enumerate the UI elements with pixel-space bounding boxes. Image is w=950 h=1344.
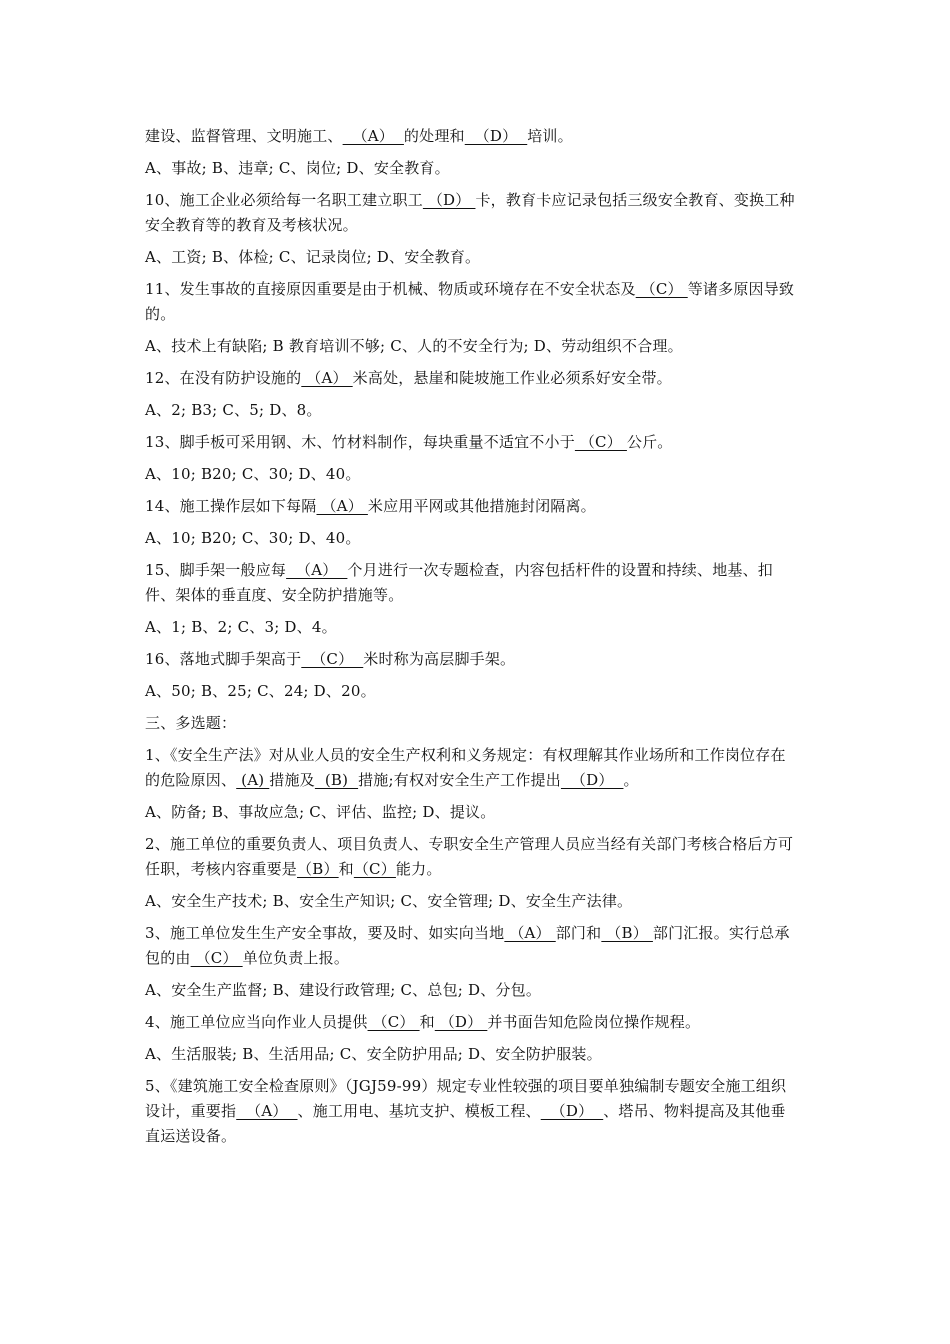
answer-options (145, 245, 795, 270)
question-text (145, 188, 795, 238)
text-run: 卡，教育卡应记录包括三级安全教育、变换工种安全教育等的教育及考核状况。 (145, 191, 795, 234)
text-run: A、防备; B、事故应急; C、评估、监控; D、提议。 (145, 803, 496, 821)
text-run: 部门汇报。实行总承包的由 (145, 924, 790, 967)
text-run: 的处理和 (403, 127, 465, 145)
question-text (145, 1074, 795, 1149)
answer-options (145, 526, 795, 551)
text-run: 15、脚手架一般应每 (145, 561, 287, 579)
text-run: A、1; B、2; C、3; D、4。 (145, 618, 337, 636)
answer-blank: （A） (316, 497, 368, 515)
answer-blank: （A） (301, 369, 353, 387)
text-run: 和 (419, 1013, 435, 1031)
question-text (145, 743, 795, 793)
answer-options (145, 398, 795, 423)
question-text (145, 558, 795, 608)
text-run: 4、施工单位应当向作业人员提供 (145, 1013, 368, 1031)
answer-options (145, 615, 795, 640)
question-text (145, 1010, 795, 1035)
text-run: 和 (338, 860, 354, 878)
text-run: 2、施工单位的重要负责人、项目负责人、专职安全生产管理人员应当经有关部门考核合格后方可任职，考核内容重要是 (145, 835, 794, 878)
text-run: 公斤。 (626, 433, 673, 451)
answer-blank: （D） (464, 127, 528, 145)
answer-blank: （B） (297, 860, 339, 878)
answer-options (145, 679, 795, 704)
answer-blank: （C） (635, 280, 688, 298)
answer-blank: （D） (422, 191, 476, 209)
text-run: 措施;有权对安全生产工作提出 (358, 771, 561, 789)
text-run: 能力。 (395, 860, 442, 878)
text-run: 米高处，悬崖和陡坡施工作业必须系好安全带。 (352, 369, 672, 387)
text-run: 并书面告知危险岗位操作规程。 (487, 1013, 701, 1031)
text-run: 米应用平网或其他措施封闭隔离。 (367, 497, 596, 515)
text-run: 培训。 (527, 127, 573, 145)
text-run: 5、《建筑施工安全检查原则》（JGJ59-99）规定专业性较强的项目要单独编制专题安全施工组织设计，重要指 (145, 1077, 787, 1120)
text-run: 12、在没有防护设施的 (145, 369, 302, 387)
text-run: A、10; B20; C、30; D、40。 (145, 465, 361, 483)
text-run: 等诸多原因导致的。 (145, 280, 795, 323)
text-run: 1、《安全生产法》对从业人员的安全生产权利和义务规定：有权理解其作业场所和工作岗位存在的危险原因、 (145, 746, 786, 789)
text-run: 14、施工操作层如下每隔 (145, 497, 317, 515)
answer-blank: （B） (601, 924, 653, 942)
text-run: A、事故; B、违章; C、岗位; D、安全教育。 (145, 159, 450, 177)
text-run: A、安全生产技术; B、安全生产知识; C、安全管理; D、安全生产法律。 (145, 892, 633, 910)
answer-blank: （C） (190, 949, 243, 967)
text-run: 部门和 (555, 924, 602, 942)
text-run: 3、施工单位发生生产安全事故，要及时、如实向当地 (145, 924, 505, 942)
text-run: A、10; B20; C、30; D、40。 (145, 529, 361, 547)
answer-blank: （A） (504, 924, 556, 942)
answer-options (145, 800, 795, 825)
text-run: 10、施工企业必须给每一名职工建立职工 (145, 191, 423, 209)
text-run: A、安全生产监督; B、建设行政管理; C、总包; D、分包。 (145, 981, 542, 999)
question-text (145, 494, 795, 519)
text-run: 13、脚手板可采用钢、木、竹材料制作，每块重量不适宜不小于 (145, 433, 575, 451)
question-text (145, 366, 795, 391)
question-text (145, 921, 795, 971)
text-run: A、工资; B、体检; C、记录岗位; D、安全教育。 (145, 248, 481, 266)
text-run: A、2; B3; C、5; D、8。 (145, 401, 322, 419)
text-run: 。 (623, 771, 639, 789)
text-run: 措施及 (269, 771, 315, 789)
text-run: 、施工用电、基坑支护、模板工程、 (297, 1102, 541, 1120)
answer-blank: （C） (353, 860, 396, 878)
text-run: 个月进行一次专题检查，内容包括杆件的设置和持续、地基、扣件、架体的垂直度、安全防护措施等。 (145, 561, 774, 604)
text-run: 11、发生事故的直接原因重要是由于机械、物质或环境存在不安全状态及 (145, 280, 636, 298)
text-run: 16、落地式脚手架高于 (145, 650, 302, 668)
text-run: A、技术上有缺陷; B 教育培训不够; C、人的不安全行为; D、劳动组织不合理。 (145, 337, 683, 355)
question-text (145, 832, 795, 882)
text-run: A、生活服装; B、生活用品; C、安全防护用品; D、安全防护服装。 (145, 1045, 602, 1063)
text-run: 建设、监督管理、文明施工、 (145, 127, 343, 145)
answer-blank: （A） (342, 127, 404, 145)
answer-blank: （A） (236, 1102, 298, 1120)
answer-blank: (B) (314, 771, 359, 789)
text-run: A、50; B、25; C、24; D、20。 (145, 682, 376, 700)
text-run: 三、多选题： (145, 714, 237, 732)
answer-options (145, 889, 795, 914)
question-text (145, 647, 795, 672)
answer-blank: （C） (367, 1013, 420, 1031)
text-run: 米时称为高层脚手架。 (363, 650, 516, 668)
answer-blank: (A) (236, 771, 270, 789)
question-text (145, 430, 795, 455)
answer-blank: （C） (301, 650, 364, 668)
answer-blank: （D） (434, 1013, 488, 1031)
document-body (145, 124, 795, 1156)
answer-options (145, 1042, 795, 1067)
answer-options (145, 156, 795, 181)
answer-blank: （D） (560, 771, 624, 789)
answer-options (145, 334, 795, 359)
answer-options (145, 978, 795, 1003)
question-text (145, 124, 795, 149)
question-text (145, 277, 795, 327)
text-run: 、塔吊、物料提高及其他垂直运送设备。 (145, 1102, 786, 1145)
answer-blank: （D） (540, 1102, 604, 1120)
answer-blank: （C） (574, 433, 627, 451)
text-run: 单位负责上报。 (242, 949, 350, 967)
answer-options (145, 462, 795, 487)
answer-blank: （A） (286, 561, 348, 579)
question-text (145, 711, 795, 736)
